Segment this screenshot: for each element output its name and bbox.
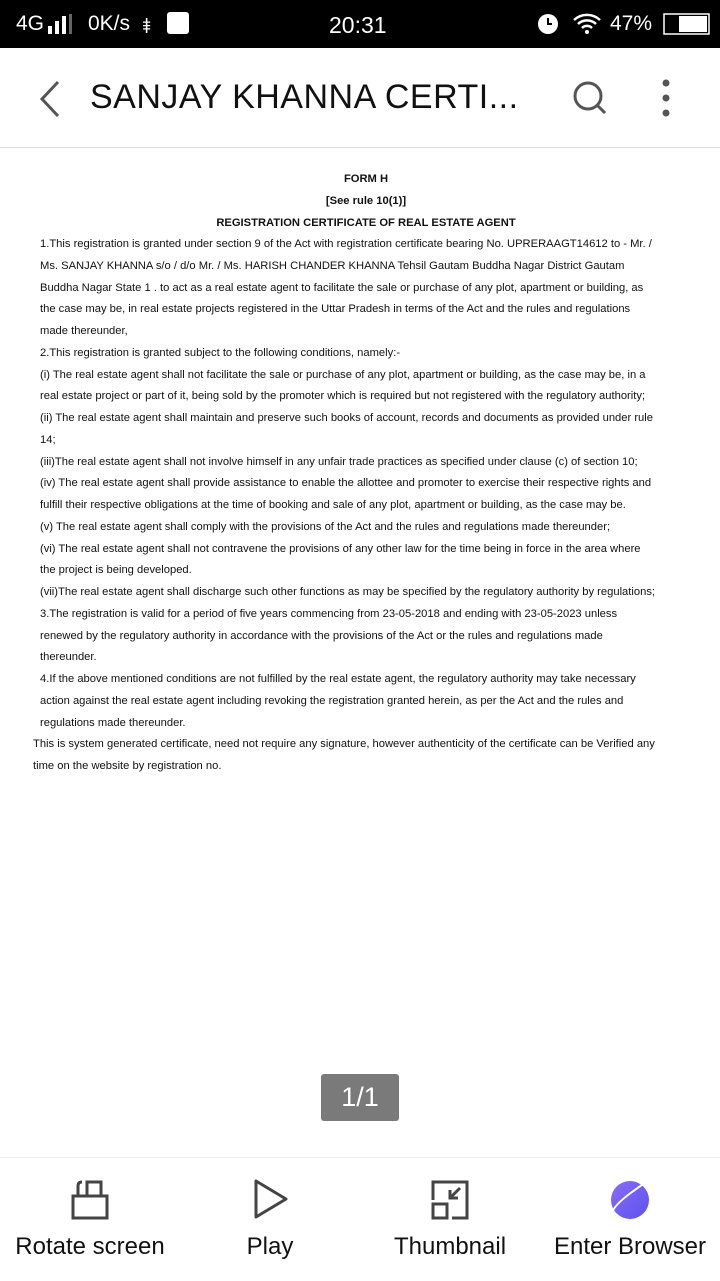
document-line: (iii)The real estate agent shall not involve himself in any unfair trade practices as specified under clause (c) of section 10; — [40, 455, 638, 468]
document-line: action against the real estate agent including revoking the registration granted herein, as per the Act and the rules and — [40, 694, 624, 707]
more-options-icon[interactable] — [660, 78, 672, 118]
document-line: made thereunder, — [40, 325, 128, 337]
rule-reference: [See rule 10(1)] — [325, 195, 407, 207]
document-title: SANJAY KHANNA CERTI... — [90, 78, 519, 116]
footer-note-line: time on the website by registration no. — [33, 760, 222, 772]
footer-note-line: This is system generated certificate, need not require any signature, however authenticity of the certificate can be Verified any — [33, 738, 655, 751]
network-speed: 0K/s — [88, 12, 131, 35]
document-line: the case may be, in real estate projects registered in the Uttar Pradesh in terms of the Act and the rules and regulations — [40, 303, 631, 316]
browser-planet-icon — [608, 1178, 652, 1222]
bottom-toolbar — [0, 1157, 720, 1280]
rotate-screen-button[interactable]: Rotate screen — [0, 1158, 180, 1281]
enter-browser-button[interactable]: Enter Browser — [540, 1158, 720, 1281]
document-line: 1.This registration is granted under section 9 of the Act with registration certificate bearing No. UPRERAAGT14612 to - Mr. / — [40, 238, 652, 250]
network-type: 4G — [16, 12, 45, 35]
battery-percent: 47% — [610, 12, 653, 35]
thumbnail-icon — [430, 1178, 470, 1220]
document-line: thereunder. — [40, 651, 97, 664]
document-line: 4.If the above mentioned conditions are not fulfilled by the real estate agent, the regulatory authority may take necessary — [40, 673, 636, 685]
search-icon[interactable] — [572, 80, 608, 116]
battery-icon — [663, 13, 713, 41]
document-line: Ms. SANJAY KHANNA s/o / d/o Mr. / Ms. HARISH CHANDER KHANNA Tehsil Gautam Buddha Nagar District Gautam — [40, 259, 625, 272]
rotate-icon — [70, 1178, 110, 1220]
document-line: Buddha Nagar State 1 . to act as a real estate agent to facilitate the sale or purchase of any plot, apartment or building, as — [40, 281, 644, 294]
usb-icon: ⯒ — [142, 15, 152, 38]
document-line: fulfill their respective obligations at the time of booking and sale of any plot, apartment or building, as the case may be. — [40, 499, 626, 511]
document-line: 14; — [40, 433, 56, 446]
status-bar — [0, 0, 720, 48]
clock: 20:31 — [329, 12, 387, 38]
certificate-title: REGISTRATION CERTIFICATE OF REAL ESTATE AGENT — [216, 217, 516, 229]
usb-debug-icon — [167, 12, 189, 34]
document-line: (i) The real estate agent shall not facilitate the sale or purchase of any plot, apartment or building, as the case may be, in a — [40, 368, 646, 381]
document-line: (vii)The real estate agent shall discharge such other functions as may be specified by the regulatory authority by regulations; — [40, 586, 656, 598]
document-page — [0, 168, 720, 778]
page-indicator: 1/1 — [321, 1074, 399, 1121]
form-heading: FORM H — [343, 173, 389, 185]
signal-icon — [48, 14, 76, 40]
document-line: 3.The registration is valid for a period of five years commencing from 23-05-2018 and ending with 23-05-2023 unless — [40, 607, 618, 620]
document-line: (v) The real estate agent shall comply with the provisions of the Act and the rules and regulations made thereunder; — [40, 520, 611, 533]
wifi-icon — [572, 12, 602, 40]
app-bar — [0, 48, 720, 148]
document-line: regulations made thereunder. — [40, 716, 186, 729]
alarm-icon — [536, 11, 560, 41]
document-line: real estate project or part of it, being sold by the promoter which is required but not registered with the regulatory authority; — [40, 390, 646, 403]
play-button[interactable]: Play — [180, 1158, 360, 1281]
document-line: (iv) The real estate agent shall provide assistance to enable the allottee and promoter to exercise their respective rights and — [40, 477, 652, 490]
document-line: the project is being developed. — [40, 564, 192, 577]
document-line: 2.This registration is granted subject to the following conditions, namely:- — [40, 346, 401, 359]
back-icon[interactable] — [36, 80, 62, 118]
document-line: (vi) The real estate agent shall not contravene the provisions of any other law for the time being in force in the area where — [40, 542, 641, 555]
play-icon — [252, 1178, 292, 1220]
thumbnail-button[interactable]: Thumbnail — [360, 1158, 540, 1281]
document-line: (ii) The real estate agent shall maintain and preserve such books of account, records and documents as provided under rule — [40, 412, 653, 424]
document-line: renewed by the regulatory authority in accordance with the provisions of the Act or the rules and regulations made — [40, 629, 603, 642]
